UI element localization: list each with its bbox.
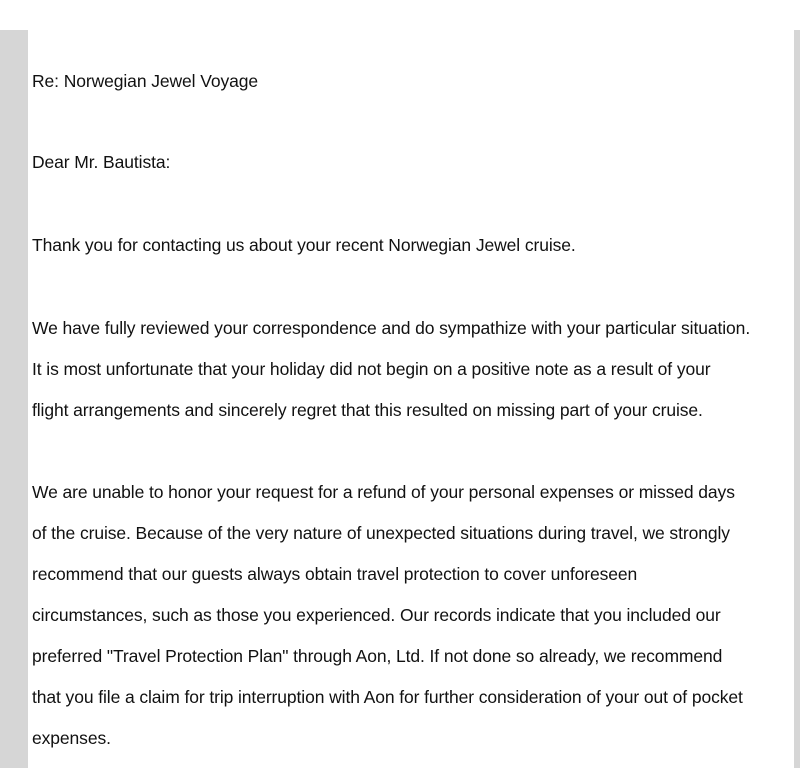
left-gutter (0, 30, 28, 768)
paragraph-line: expenses. (32, 728, 111, 748)
paragraph-refund-denial (32, 478, 794, 765)
paragraph-sympathy (32, 314, 794, 437)
letter-subject: Re: Norwegian Jewel Voyage (32, 71, 259, 91)
paragraph-line: It is most unfortunate that your holiday did not begin on a positive note as a result of your (32, 359, 711, 379)
paragraph-line: We have fully reviewed your correspondence and do sympathize with your particular situation. (32, 318, 751, 338)
letter-page (28, 0, 794, 768)
paragraph-line: that you file a claim for trip interruption with Aon for further consideration of your out of pocket (32, 687, 743, 707)
paragraph-line: recommend that our guests always obtain travel protection to cover unforeseen (32, 564, 638, 584)
paragraph-line: flight arrangements and sincerely regret that this resulted on missing part of your cruise. (32, 400, 703, 420)
paragraph-line: We are unable to honor your request for a refund of your personal expenses or missed days (32, 482, 735, 502)
paragraph-thank-you: Thank you for contacting us about your recent Norwegian Jewel cruise. (32, 235, 576, 255)
paragraph-line: circumstances, such as those you experienced. Our records indicate that you included our (32, 605, 721, 625)
paragraph-line: of the cruise. Because of the very nature of unexpected situations during travel, we strongly (32, 523, 730, 543)
right-gutter (794, 30, 800, 768)
letter-salutation: Dear Mr. Bautista: (32, 152, 171, 172)
paragraph-line: preferred "Travel Protection Plan" through Aon, Ltd. If not done so already, we recommend (32, 646, 723, 666)
